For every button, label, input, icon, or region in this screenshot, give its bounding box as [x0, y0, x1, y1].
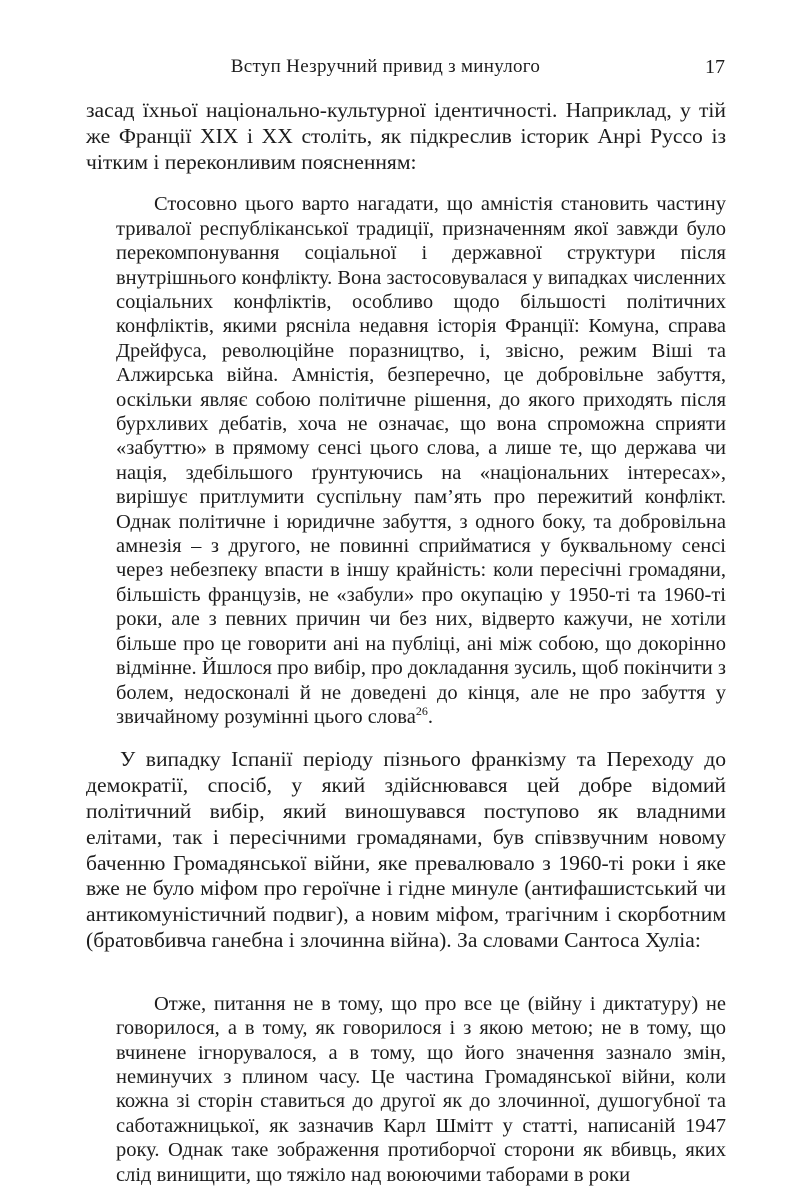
chapter-title: Вступ Незручний привид з минулого	[230, 56, 541, 77]
running-header	[86, 56, 725, 86]
quote-rousso-text: Стосовно цього варто нагадати, що амністія становить частину тривалої республіканської традиції, призначенням якої завжди було перекомпонування соціальної і державної структури після внутрішнього конфлікту. Вона застосовувалася у випадках численних соціальних конфліктів, особливо щодо більшості політичних конфліктів, якими рясніла недавня історія Франції: Комуна, справа Дрейфуса, революційне поразництво, і, звісно, режим Віші та Алжирська війна. Амністія, безперечно, це добровільне забуття, оскільки являє собою політичне рішення, до якого приходять після бурхливих дебатів, хоча не означає, що вона спроможна сприяти «забуттю» в прямому сенсі цього слова, а лише те, що держава чи нація, здебільшого ґрунтуючись на «національних інтересах», вирішує притлумити суспільну пам’ять про пережитий конфлікт. Однак політичне і юридичне забуття, з одного боку, та добровільна амнезія – з другого, не повинні сприйматися у буквальному сенсі через небезпеку впасти в іншу крайність: коли пересічні громадяни, більшість французів, не «забули» про окупацію у 1950-ті та 1960-ті роки, але з певних причин чи без них, відверто кажучи, не хотіли більше про це говорити ані на публіці, ані між собою, що докорінно відмінне. Йшлося про вибір, про докладання зусиль, щоб покінчити з болем, недосконалі й не доведені до кінця, але не про забуття у звичайному розумінні цього слова	[116, 193, 726, 728]
body-text	[86, 98, 726, 1187]
intro-paragraph: засад їхньої національно-культурної ідентичності. Наприклад, у тій же Франції XIX і XX століть, як підкреслив історик Анрі Руссо із чітким і переконливим поясненням:	[86, 98, 726, 174]
page-number: 17	[705, 56, 725, 78]
block-quote-julia: Отже, питання не в тому, що про все це (війну і диктатуру) не говорилося, а в тому, як говорилося і з якою метою; не в тому, що вчинене ігнорувалося, а в тому, що його значення зазнало змін, неминучих з плином часу. Це частина Громадянської війни, коли кожна зі сторін ставиться до другої як до злочинної, душогубної та саботажницької, як зазначив Карл Шмітт у статті, написаній 1947 року. Однак таке зображення протиборчої сторони як вбивць, яких слід винищити, що тяжіло над воюючими таборами в роки	[116, 992, 726, 1186]
block-quote-rousso: Стосовно цього варто нагадати, що амністія становить частину тривалої республіканської традиції, призначенням якої завжди було перекомпонування соціальної і державної структури після внутрішнього конфлікту. Вона застосовувалася у випадках численних соціальних конфліктів, особливо щодо більшості політичних конфліктів, якими рясніла недавня історія Франції: Комуна, справа Дрейфуса, революційне поразництво, і, звісно, режим Віші та Алжирська війна. Амністія, безперечно, це добровільне забуття, оскільки являє собою політичне рішення, до якого приходять після бурхливих дебатів, хоча не означає, що вона спроможна сприяти «забуттю» в прямому сенсі цього слова, а лише те, що держава чи нація, здебільшого ґрунтуючись на «національних інтересах», вирішує притлумити суспільну пам’ять про пережитий конфлікт. Однак політичне і юридичне забуття, з одного боку, та добровільна амнезія – з другого, не повинні сприйматися у буквальному сенсі через небезпеку впасти в іншу крайність: коли пересічні громадяни, більшість французів, не «забули» про окупацію у 1950-ті та 1960-ті роки, але з певних причин чи без них, відверто кажучи, не хотіли більше про це говорити ані на публіці, ані між собою, що докорінно відмінне. Йшлося про вибір, про докладання зусиль, щоб покінчити з болем, недосконалі й не доведені до кінця, але не про забуття у звичайному розумінні цього слова$^{26}$.	[116, 193, 726, 728]
main-paragraph: У випадку Іспанії періоду пізнього франкізму та Переходу до демократії, спосіб, у який здійснювався цей добре відомий політичний вибір, який виношувався поступово як владними елітами, так і пересічними громадянами, був співзвучним новому баченню Громадянської війни, яке превалювало з 1960-ті роки і яке вже не було міфом про героїчне і гідне минуле (антифашистський чи антикомуністичний подвиг), а новим міфом, трагічним і скорботним (братовбивча ганебна і злочинна війна). За словами Сантоса Хуліа:	[86, 747, 726, 952]
footnote-marker[interactable]: 26	[415, 703, 428, 718]
